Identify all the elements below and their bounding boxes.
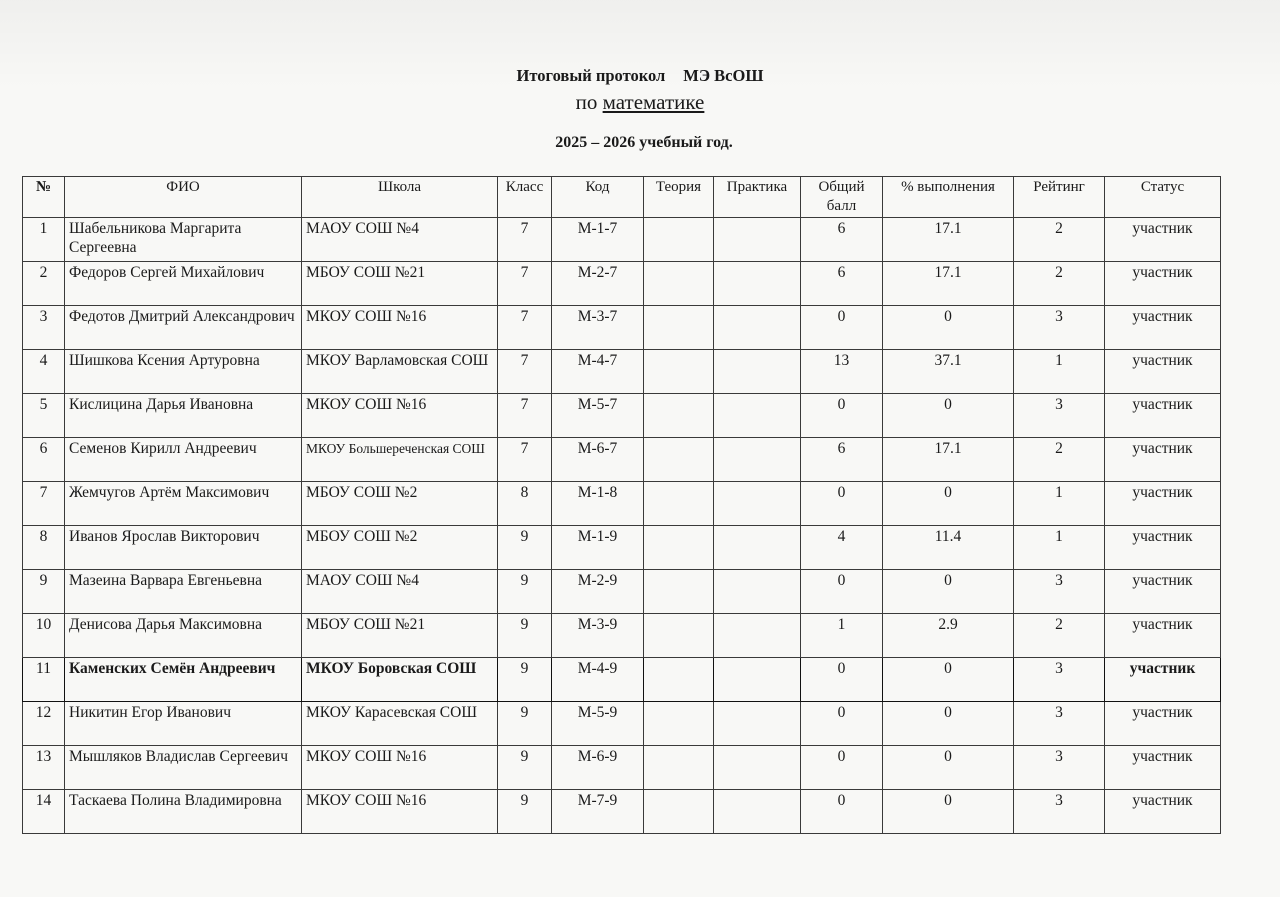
cell-num: 12 <box>23 702 65 746</box>
cell-school: МБОУ СОШ №2 <box>302 526 498 570</box>
cell-status: участник <box>1105 482 1221 526</box>
cell-rating: 2 <box>1014 218 1105 262</box>
header-practice: Практика <box>714 177 801 218</box>
cell-rating: 3 <box>1014 570 1105 614</box>
cell-practice <box>714 218 801 262</box>
cell-fio: Каменских Семён Андреевич <box>65 658 302 702</box>
cell-school: МКОУ Боровская СОШ <box>302 658 498 702</box>
cell-practice <box>714 394 801 438</box>
cell-num: 14 <box>23 790 65 834</box>
cell-code: М-1-7 <box>552 218 644 262</box>
cell-fio: Денисова Дарья Максимовна <box>65 614 302 658</box>
table-row <box>23 658 1221 702</box>
cell-practice <box>714 482 801 526</box>
cell-code: М-5-9 <box>552 702 644 746</box>
cell-grade: 9 <box>498 702 552 746</box>
cell-practice <box>714 306 801 350</box>
cell-percent: 0 <box>883 394 1014 438</box>
cell-fio: Таскаева Полина Владимировна <box>65 790 302 834</box>
cell-num: 5 <box>23 394 65 438</box>
cell-percent: 0 <box>883 570 1014 614</box>
cell-status: участник <box>1105 790 1221 834</box>
title-olympiad: МЭ ВсОШ <box>683 66 764 85</box>
cell-grade: 9 <box>498 570 552 614</box>
cell-grade: 9 <box>498 526 552 570</box>
cell-rating: 3 <box>1014 702 1105 746</box>
cell-num: 3 <box>23 306 65 350</box>
cell-school: МБОУ СОШ №21 <box>302 614 498 658</box>
cell-fio: Шабельникова Маргарита Сергеевна <box>65 218 302 262</box>
header-grade: Класс <box>498 177 552 218</box>
cell-num: 11 <box>23 658 65 702</box>
cell-practice <box>714 790 801 834</box>
cell-theory <box>644 438 714 482</box>
cell-percent: 17.1 <box>883 438 1014 482</box>
cell-code: М-7-9 <box>552 790 644 834</box>
cell-num: 2 <box>23 262 65 306</box>
cell-percent: 0 <box>883 746 1014 790</box>
cell-status: участник <box>1105 306 1221 350</box>
cell-school: МКОУ Карасевская СОШ <box>302 702 498 746</box>
cell-status: участник <box>1105 526 1221 570</box>
cell-total: 0 <box>801 482 883 526</box>
cell-theory <box>644 614 714 658</box>
cell-theory <box>644 702 714 746</box>
cell-code: М-2-7 <box>552 262 644 306</box>
cell-grade: 9 <box>498 746 552 790</box>
cell-num: 6 <box>23 438 65 482</box>
cell-fio: Жемчугов Артём Максимович <box>65 482 302 526</box>
cell-code: М-1-8 <box>552 482 644 526</box>
cell-practice <box>714 702 801 746</box>
cell-grade: 9 <box>498 790 552 834</box>
cell-num: 13 <box>23 746 65 790</box>
cell-status: участник <box>1105 702 1221 746</box>
cell-grade: 7 <box>498 438 552 482</box>
cell-total: 0 <box>801 746 883 790</box>
results-table <box>22 176 1221 834</box>
document-title <box>0 66 1280 86</box>
cell-school: МКОУ Большереченская СОШ <box>302 438 498 482</box>
document-subject-line <box>0 90 1280 115</box>
cell-rating: 3 <box>1014 746 1105 790</box>
cell-percent: 37.1 <box>883 350 1014 394</box>
table-row <box>23 702 1221 746</box>
cell-total: 6 <box>801 438 883 482</box>
cell-rating: 1 <box>1014 482 1105 526</box>
cell-rating: 2 <box>1014 614 1105 658</box>
cell-fio: Никитин Егор Иванович <box>65 702 302 746</box>
cell-percent: 0 <box>883 482 1014 526</box>
header-rating: Рейтинг <box>1014 177 1105 218</box>
cell-total: 13 <box>801 350 883 394</box>
cell-grade: 7 <box>498 350 552 394</box>
cell-rating: 2 <box>1014 438 1105 482</box>
cell-status: участник <box>1105 438 1221 482</box>
cell-total: 0 <box>801 790 883 834</box>
cell-practice <box>714 262 801 306</box>
cell-code: М-6-9 <box>552 746 644 790</box>
cell-total: 1 <box>801 614 883 658</box>
cell-status: участник <box>1105 746 1221 790</box>
cell-theory <box>644 394 714 438</box>
cell-theory <box>644 306 714 350</box>
cell-fio: Семенов Кирилл Андреевич <box>65 438 302 482</box>
cell-status: участник <box>1105 570 1221 614</box>
cell-school: МАОУ СОШ №4 <box>302 218 498 262</box>
cell-rating: 2 <box>1014 262 1105 306</box>
cell-theory <box>644 350 714 394</box>
cell-rating: 3 <box>1014 658 1105 702</box>
cell-school: МКОУ Варламовская СОШ <box>302 350 498 394</box>
cell-total: 6 <box>801 262 883 306</box>
cell-school: МБОУ СОШ №2 <box>302 482 498 526</box>
cell-school: МКОУ СОШ №16 <box>302 306 498 350</box>
header-num: № <box>23 177 65 218</box>
cell-practice <box>714 614 801 658</box>
cell-num: 7 <box>23 482 65 526</box>
cell-num: 4 <box>23 350 65 394</box>
cell-grade: 7 <box>498 306 552 350</box>
cell-total: 4 <box>801 526 883 570</box>
cell-grade: 7 <box>498 218 552 262</box>
title-protocol: Итоговый протокол <box>516 66 666 85</box>
header-status: Статус <box>1105 177 1221 218</box>
header-total: Общий балл <box>801 177 883 218</box>
header-school: Школа <box>302 177 498 218</box>
cell-fio: Иванов Ярослав Викторович <box>65 526 302 570</box>
cell-percent: 17.1 <box>883 262 1014 306</box>
cell-percent: 0 <box>883 306 1014 350</box>
cell-theory <box>644 570 714 614</box>
cell-percent: 11.4 <box>883 526 1014 570</box>
table-row <box>23 394 1221 438</box>
cell-grade: 7 <box>498 262 552 306</box>
table-row <box>23 218 1221 262</box>
cell-status: участник <box>1105 218 1221 262</box>
cell-practice <box>714 658 801 702</box>
header-theory: Теория <box>644 177 714 218</box>
cell-percent: 0 <box>883 658 1014 702</box>
cell-school: МАОУ СОШ №4 <box>302 570 498 614</box>
cell-percent: 17.1 <box>883 218 1014 262</box>
table-row <box>23 614 1221 658</box>
cell-fio: Шишкова Ксения Артуровна <box>65 350 302 394</box>
header-code: Код <box>552 177 644 218</box>
cell-rating: 1 <box>1014 350 1105 394</box>
cell-total: 0 <box>801 394 883 438</box>
cell-num: 1 <box>23 218 65 262</box>
cell-fio: Мышляков Владислав Сергеевич <box>65 746 302 790</box>
cell-grade: 9 <box>498 614 552 658</box>
cell-num: 10 <box>23 614 65 658</box>
cell-fio: Мазеина Варвара Евгеньевна <box>65 570 302 614</box>
subject-prefix: по <box>575 90 598 114</box>
cell-status: участник <box>1105 614 1221 658</box>
cell-practice <box>714 350 801 394</box>
cell-theory <box>644 526 714 570</box>
table-row <box>23 746 1221 790</box>
cell-rating: 3 <box>1014 394 1105 438</box>
table-row <box>23 262 1221 306</box>
cell-status: участник <box>1105 658 1221 702</box>
cell-theory <box>644 658 714 702</box>
cell-code: М-2-9 <box>552 570 644 614</box>
cell-practice <box>714 438 801 482</box>
cell-school: МБОУ СОШ №21 <box>302 262 498 306</box>
cell-grade: 9 <box>498 658 552 702</box>
cell-grade: 8 <box>498 482 552 526</box>
table-header-row <box>23 177 1221 218</box>
cell-code: М-5-7 <box>552 394 644 438</box>
academic-year: 2025 – 2026 учебный год. <box>555 134 733 151</box>
cell-code: М-3-9 <box>552 614 644 658</box>
cell-theory <box>644 218 714 262</box>
cell-status: участник <box>1105 350 1221 394</box>
cell-theory <box>644 262 714 306</box>
cell-num: 9 <box>23 570 65 614</box>
header-fio: ФИО <box>65 177 302 218</box>
cell-code: М-4-7 <box>552 350 644 394</box>
cell-theory <box>644 790 714 834</box>
cell-code: М-1-9 <box>552 526 644 570</box>
cell-code: М-3-7 <box>552 306 644 350</box>
table-row <box>23 790 1221 834</box>
cell-school: МКОУ СОШ №16 <box>302 746 498 790</box>
cell-fio: Федоров Сергей Михайлович <box>65 262 302 306</box>
table-row <box>23 482 1221 526</box>
cell-fio: Федотов Дмитрий Александрович <box>65 306 302 350</box>
cell-practice <box>714 570 801 614</box>
cell-num: 8 <box>23 526 65 570</box>
cell-total: 0 <box>801 658 883 702</box>
cell-practice <box>714 746 801 790</box>
cell-percent: 0 <box>883 702 1014 746</box>
cell-status: участник <box>1105 394 1221 438</box>
cell-percent: 2.9 <box>883 614 1014 658</box>
table-row <box>23 350 1221 394</box>
table-row <box>23 570 1221 614</box>
cell-rating: 3 <box>1014 306 1105 350</box>
cell-total: 0 <box>801 306 883 350</box>
header-percent: % выполнения <box>883 177 1014 218</box>
cell-grade: 7 <box>498 394 552 438</box>
table-row <box>23 438 1221 482</box>
cell-total: 0 <box>801 570 883 614</box>
cell-school: МКОУ СОШ №16 <box>302 394 498 438</box>
cell-school: МКОУ СОШ №16 <box>302 790 498 834</box>
cell-fio: Кислицина Дарья Ивановна <box>65 394 302 438</box>
cell-theory <box>644 482 714 526</box>
cell-total: 6 <box>801 218 883 262</box>
cell-code: М-4-9 <box>552 658 644 702</box>
cell-code: М-6-7 <box>552 438 644 482</box>
cell-percent: 0 <box>883 790 1014 834</box>
cell-practice <box>714 526 801 570</box>
subject-name: математике <box>602 90 705 114</box>
table-row <box>23 526 1221 570</box>
cell-theory <box>644 746 714 790</box>
table-row <box>23 306 1221 350</box>
cell-rating: 1 <box>1014 526 1105 570</box>
cell-total: 0 <box>801 702 883 746</box>
cell-rating: 3 <box>1014 790 1105 834</box>
cell-status: участник <box>1105 262 1221 306</box>
